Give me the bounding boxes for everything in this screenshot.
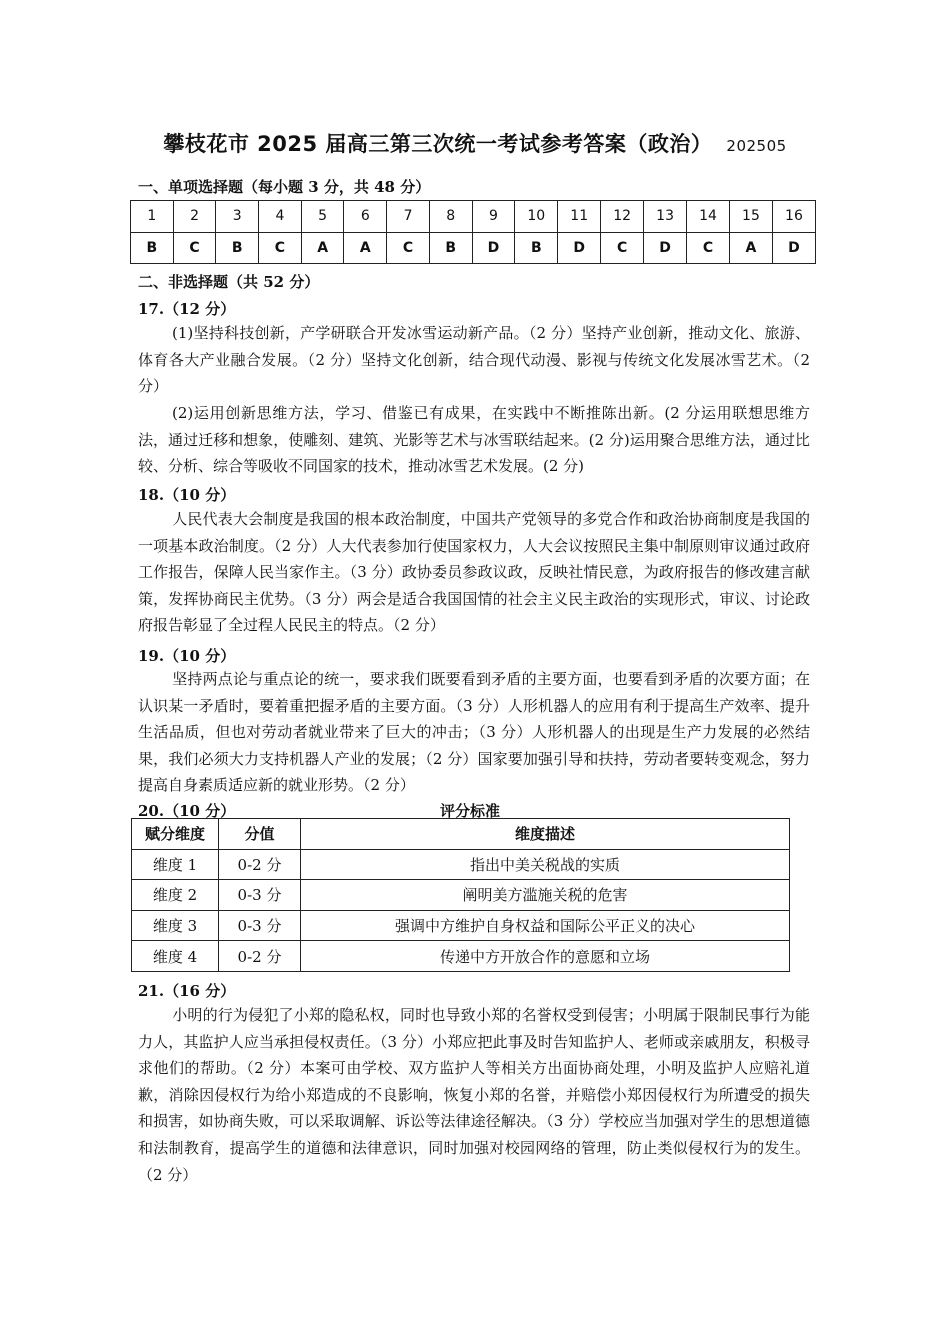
answer-number: 9 [472, 201, 515, 233]
answer-letter: A [730, 232, 773, 264]
q21-para-text: 小明的行为侵犯了小郑的隐私权，同时也导致小郑的名誉权受到侵害；小明属于限制民事行为能力人，其监护人应当承担侵权责任。（3 分）小郑应把此事及时告知监护人、老师或亲戚朋友，积极寻求他们的帮助。（2 分）本案可由学校、双方监护人等相关方出面协商处理，小明及监护人应赔礼道歉，消除因侵权行为给小郑造成的不良影响，恢复小郑的名誉，并赔偿小郑因侵权行为所遭受的损失和损害，如协商失败，可以采取调解、诉讼等法律途径解决。（3 分）学校应当加强对学生的思想道德和法制教育，提高学生的道德和法律意识，同时加强对校园网络的管理，防止类似侵权行为的发生。（2 分） [138, 1006, 810, 1184]
q21-para [138, 1002, 810, 1188]
answer-number: 3 [216, 201, 259, 233]
answer-letter: D [472, 232, 515, 264]
answer-letter: C [173, 232, 216, 264]
q17-para1-text: (1)坚持科技创新，产学研联合开发冰雪运动新产品。（2 分）坚持产业创新，推动文化、旅游、体育各大产业融合发展。（2 分）坚持文化创新，结合现代动漫、影视与传统文化发展冰雪艺术。（2 分） [138, 324, 810, 396]
answer-number: 1 [131, 201, 174, 233]
answer-letter: B [131, 232, 174, 264]
answer-letter: D [644, 232, 687, 264]
answer-letter: A [301, 232, 344, 264]
title-text: 攀枝花市 2025 届高三第三次统一考试参考答案（政治） [163, 132, 713, 156]
rubric-score: 0-3 分 [219, 880, 301, 911]
answer-number: 12 [601, 201, 644, 233]
page-title [0, 128, 950, 158]
answer-letter: B [515, 232, 558, 264]
answer-number: 15 [730, 201, 773, 233]
rubric-score: 0-2 分 [219, 941, 301, 972]
q19-para-text: 坚持两点论与重点论的统一，要求我们既要看到矛盾的主要方面，也要看到矛盾的次要方面；在认识某一矛盾时，要着重把握矛盾的主要方面。（3 分）人形机器人的应用有利于提高生产效率、提升生活品质，但也对劳动者就业带来了巨大的冲击；（3 分）人形机器人的出现是生产力发展的必然结果，我们必须大力支持机器人产业的发展；（2 分）国家要加强引导和扶持，劳动者要转变观念，努力提高自身素质适应新的就业形势。（2 分） [138, 670, 810, 795]
answer-letter-row [131, 232, 816, 264]
rubric-row [132, 849, 790, 880]
answer-number: 14 [687, 201, 730, 233]
answer-number: 13 [644, 201, 687, 233]
answer-letter: B [429, 232, 472, 264]
answer-number: 5 [301, 201, 344, 233]
rubric-score: 0-2 分 [219, 849, 301, 880]
answer-number: 7 [387, 201, 430, 233]
rubric-header-row [132, 819, 790, 850]
rubric-dimension: 维度 4 [132, 941, 219, 972]
section1-heading: 一、单项选择题（每小题 3 分，共 48 分） [138, 178, 431, 196]
q20-heading: 20.（10 分） [138, 802, 236, 820]
answer-letter: D [772, 232, 815, 264]
answer-letter: C [387, 232, 430, 264]
answer-number: 6 [344, 201, 387, 233]
answer-number: 10 [515, 201, 558, 233]
title-code: 202505 [726, 137, 787, 155]
q17-para1 [138, 320, 810, 400]
q18-para-text: 人民代表大会制度是我国的根本政治制度，中国共产党领导的多党合作和政治协商制度是我国的一项基本政治制度。（2 分）人大代表参加行使国家权力，人大会议按照民主集中制原则审议通过政府工作报告，保障人民当家作主。（3 分）政协委员参政议政，反映社情民意，为政府报告的修改建言献策，发挥协商民主优势。（3 分）两会是适合我国国情的社会主义民主政治的实现形式，审议、讨论政府报告彰显了全过程人民民主的特点。（2 分） [138, 510, 810, 635]
rubric-score: 0-3 分 [219, 910, 301, 941]
rubric-dimension: 维度 3 [132, 910, 219, 941]
q19-para [138, 666, 810, 799]
q17-heading: 17.（12 分） [138, 300, 236, 318]
answer-letter: B [216, 232, 259, 264]
answer-table [130, 200, 816, 264]
answer-letter: C [259, 232, 302, 264]
rubric-title: 评分标准 [439, 802, 500, 820]
rubric-table [131, 818, 790, 972]
section2-heading: 二、非选择题（共 52 分） [138, 273, 320, 291]
rubric-dimension: 维度 1 [132, 849, 219, 880]
answer-number-row [131, 201, 816, 233]
rubric-dimension: 维度 2 [132, 880, 219, 911]
answer-letter: C [687, 232, 730, 264]
rubric-header: 赋分维度 [132, 819, 219, 850]
rubric-description: 强调中方维护自身权益和国际公平正义的决心 [301, 910, 790, 941]
q18-heading: 18.（10 分） [138, 486, 236, 504]
answer-number: 11 [558, 201, 601, 233]
rubric-row [132, 910, 790, 941]
answer-letter: D [558, 232, 601, 264]
rubric-header: 分值 [219, 819, 301, 850]
answer-letter: C [601, 232, 644, 264]
q17-para2 [138, 400, 810, 480]
rubric-description: 传递中方开放合作的意愿和立场 [301, 941, 790, 972]
rubric-description: 指出中美关税战的实质 [301, 849, 790, 880]
answer-number: 8 [429, 201, 472, 233]
rubric-row [132, 941, 790, 972]
rubric-row [132, 880, 790, 911]
rubric-header: 维度描述 [301, 819, 790, 850]
q19-heading: 19.（10 分） [138, 647, 236, 665]
q21-heading: 21.（16 分） [138, 982, 236, 1000]
rubric-description: 阐明美方滥施关税的危害 [301, 880, 790, 911]
answer-number: 2 [173, 201, 216, 233]
q17-para2-text: (2)运用创新思维方法，学习、借鉴已有成果，在实践中不断推陈出新。(2 分运用联想思维方法，通过迁移和想象，使雕刻、建筑、光影等艺术与冰雪联结起来。(2 分)运用聚合思维方法，通过比较、分析、综合等吸收不同国家的技术，推动冰雪艺术发展。(2 分) [138, 404, 810, 476]
answer-number: 4 [259, 201, 302, 233]
answer-number: 16 [772, 201, 815, 233]
answer-letter: A [344, 232, 387, 264]
q18-para [138, 506, 810, 639]
